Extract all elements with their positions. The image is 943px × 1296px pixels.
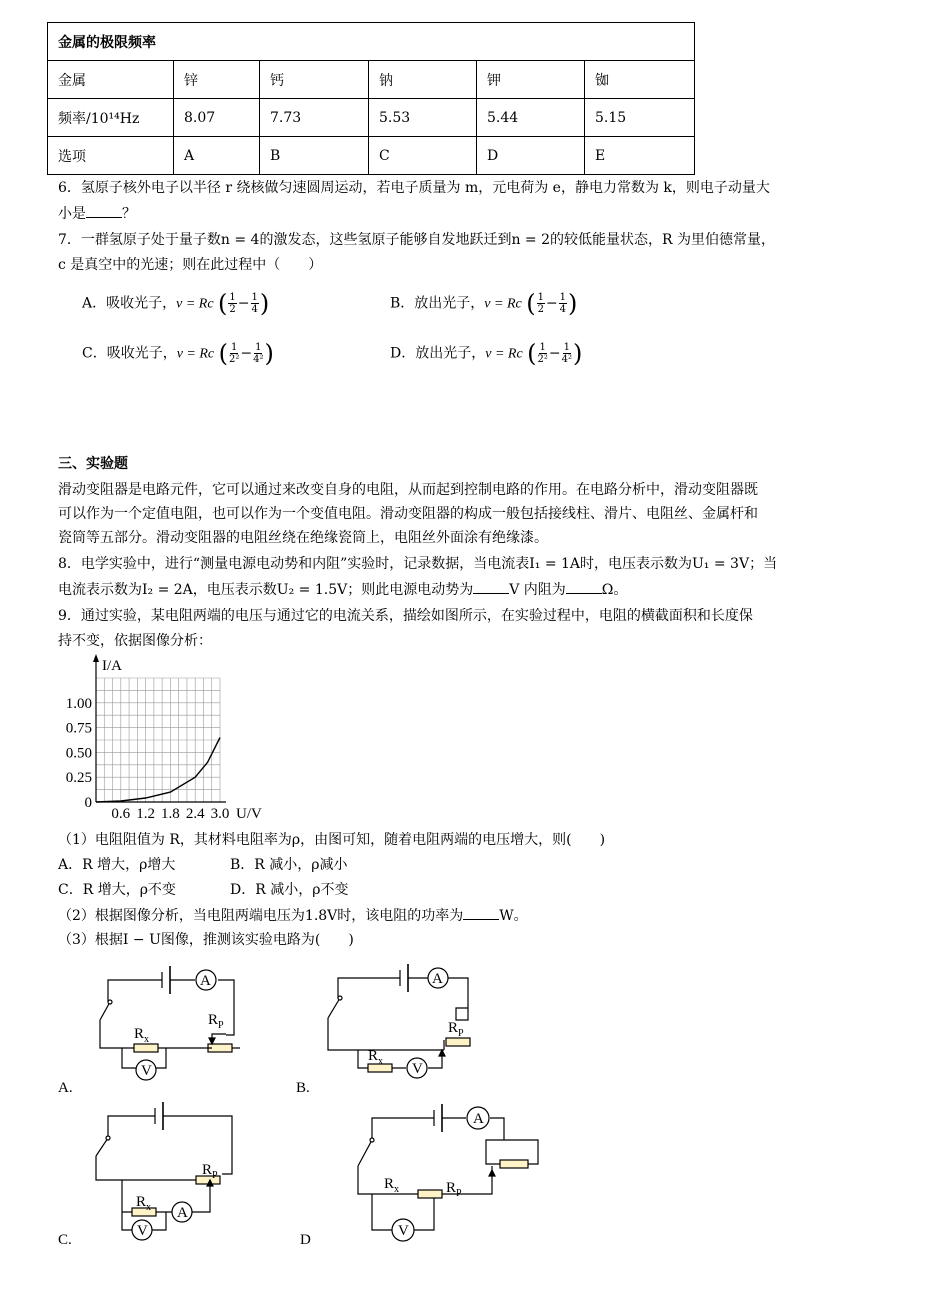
answer-blank[interactable] (463, 905, 499, 920)
table-cell: 铷 (585, 61, 695, 99)
x-axis-label: U/V (236, 806, 262, 822)
option-label: D．放出光子， (390, 345, 486, 362)
denominator: 4 (251, 304, 258, 315)
circuit-label-c: C. (58, 1232, 72, 1248)
fraction (559, 292, 567, 315)
table-cell: D (477, 137, 585, 175)
table-cell: 钙 (260, 61, 369, 99)
answer-blank[interactable] (473, 579, 509, 594)
table-cell: 选项 (48, 137, 174, 175)
denominator: 2² (228, 354, 240, 365)
circuit-diagrams (50, 960, 650, 1260)
q9-sub2 (58, 905, 528, 926)
fraction (251, 292, 259, 315)
y-tick-label: 0.75 (65, 720, 92, 737)
q7-option-a[interactable]: A．吸收光子，ν = Rc ( $\frac{1}{2}$ − $\frac{1}{4}$ ) (82, 289, 270, 318)
paren-open: ( (526, 289, 536, 318)
option-label: A．吸收光子， (82, 295, 177, 312)
numerator: 1 (559, 292, 567, 303)
option-label: B．放出光子， (390, 295, 485, 312)
y-tick-label: 0.25 (65, 770, 92, 787)
q9-sub1-option-a[interactable]: A．R 增大，ρ增大 (58, 857, 176, 873)
fraction (228, 292, 236, 315)
rx-label: $R_x$ (384, 1176, 400, 1195)
answer-blank[interactable] (566, 579, 602, 594)
question-6-line2 (58, 203, 136, 224)
fraction (538, 342, 548, 365)
q7-option-c[interactable]: C．吸收光子，ν = Rc ( $\frac{1}{\text{2²}}$ − $\frac{1}{\text{4²}}$ ) (82, 339, 274, 368)
x-tick-label: 1.2 (136, 806, 155, 822)
q8-text: Ω。 (601, 582, 628, 598)
section-heading: 三、实验题 (58, 456, 128, 472)
table-cell: C (369, 137, 477, 175)
option-label: C．吸收光子， (82, 345, 177, 362)
rx-label: $R_x$ (136, 1194, 152, 1213)
question-9-line2: 持不变，依据图像分析： (58, 633, 212, 649)
q7-option-b[interactable]: B．放出光子，ν = Rc ( $\frac{1}{2}$ − $\frac{1}{4}$ ) (390, 289, 578, 318)
rx-label: $R_x$ (368, 1048, 384, 1067)
q8-text: V 内阻为 (509, 582, 566, 598)
paren-close: ) (264, 339, 274, 368)
intro-line: 瓷筒等五部分。滑动变阻器的电阻丝绕在绝缘瓷筒上，电阻丝外面涂有绝缘漆。 (58, 530, 548, 546)
paren-close: ) (568, 289, 578, 318)
numerator: 1 (251, 292, 258, 303)
q6-text: ？ (122, 206, 136, 222)
series-line (96, 738, 220, 803)
table-cell: 锌 (174, 61, 260, 99)
x-tick-label: 1.8 (161, 806, 180, 822)
table-cell: 钾 (477, 61, 585, 99)
intro-line: 滑动变阻器是电路元件，它可以通过来改变自身的电阻，从而起到控制电路的作用。在电路分析中，滑动变阻器既 (58, 482, 758, 498)
circuit-d (358, 1104, 538, 1241)
rp-label: $R_P$ (446, 1180, 462, 1199)
table-cell: 5.15 (585, 99, 695, 137)
table-cell: 钠 (369, 61, 477, 99)
intro-line: 可以作为一个定值电阻，也可以作为一个变值电阻。滑动变阻器的构成一般包括接线柱、滑片、电阻丝、金属杆和 (58, 506, 758, 522)
formula: ν = Rc (484, 296, 522, 312)
numerator: 1 (230, 342, 238, 353)
question-9-line1: 9．通过实验，某电阻两端的电压与通过它的电流关系，描绘如图所示，在实验过程中，电阻的横截面积和长度保 (58, 608, 753, 624)
q7-option-d[interactable]: D．放出光子，ν = Rc ( $\frac{1}{\text{2²}}$ − $\frac{1}{\text{4²}}$ ) (390, 339, 583, 368)
voltmeter-label: V (412, 1061, 423, 1077)
q8-text: 电流表示数为I₂ = 2A，电压表示数U₂ = 1.5V；则此电源电动势为 (58, 582, 474, 598)
rp-label: $R_P$ (208, 1012, 224, 1031)
answer-blank[interactable] (86, 203, 122, 218)
numerator: 1 (255, 342, 262, 353)
rx-label: $R_x$ (134, 1026, 150, 1045)
voltmeter-label: V (137, 1223, 148, 1239)
ammeter-label: A (473, 1111, 484, 1127)
q9-sub3: （3）根据I − U图像，推测该实验电路为( ) (58, 932, 354, 948)
chart-grid (96, 678, 220, 802)
ammeter-label: A (432, 971, 443, 987)
table-cell: A (174, 137, 260, 175)
q6-text: 小是 (58, 206, 86, 222)
paren-close: ) (259, 289, 270, 318)
denominator: 4² (253, 354, 264, 365)
table-cell: 5.53 (369, 99, 477, 137)
metal-threshold-frequency-table (47, 22, 695, 175)
table-cell: B (260, 137, 369, 175)
question-7-line1: 7．一群氢原子处于量子数n = 4的激发态，这些氢原子能够自发地跃迁到n = 2的较低能量状态，R 为里伯德常量， (58, 232, 776, 248)
ammeter-label: A (200, 973, 211, 989)
paren-open: ( (527, 339, 537, 368)
fraction (537, 292, 545, 315)
denominator: 4 (559, 304, 567, 315)
paren-close: ) (572, 339, 583, 368)
question-8-line2 (58, 579, 627, 600)
denominator: 2 (229, 304, 236, 315)
fraction (562, 342, 572, 365)
rp-label: $R_P$ (448, 1020, 464, 1039)
q9-sub1-option-c[interactable]: C．R 增大，ρ不变 (58, 882, 176, 898)
numerator: 1 (537, 292, 544, 303)
x-tick-label: 2.4 (185, 806, 205, 822)
table-row (48, 99, 695, 137)
formula: ν = Rc (176, 346, 215, 362)
ammeter-label: A (177, 1205, 188, 1221)
y-axis-label: I/A (102, 658, 122, 674)
q9-sub1: （1）电阻阻值为 R，其材料电阻率为ρ，由图可知，随着电阻两端的电压增大，则( ) (58, 832, 606, 848)
voltmeter-label: V (398, 1223, 409, 1239)
table-cell: 8.07 (174, 99, 260, 137)
table-row (48, 137, 695, 175)
q9-sub1-option-b[interactable]: B．R 减小，ρ减小 (230, 857, 348, 873)
voltmeter-label: V (141, 1063, 152, 1079)
circuit-label-d: D (300, 1232, 311, 1248)
i-u-chart (50, 652, 280, 824)
paren-open: ( (218, 339, 228, 368)
table-title: 金属的极限频率 (48, 23, 695, 61)
q9-text: （2）根据图像分析，当电阻两端电压为1.8V时，该电阻的功率为 (58, 908, 464, 924)
fraction (229, 342, 239, 365)
denominator: 2 (537, 304, 544, 315)
question-7-line2: c 是真空中的光速；则在此过程中（ ） (58, 257, 323, 273)
denominator: 4² (561, 354, 572, 365)
table-cell: 7.73 (260, 99, 369, 137)
x-tick-label: 3.0 (210, 806, 230, 822)
y-axis-arrow (93, 654, 99, 662)
rp-label: $R_P$ (202, 1162, 218, 1181)
table-cell: 5.44 (477, 99, 585, 137)
y-tick-label: 1.00 (65, 695, 92, 712)
x-tick-label: 0.6 (111, 806, 131, 822)
numerator: 1 (563, 342, 570, 353)
y-tick-label: 0 (84, 795, 92, 811)
circuit-label-a: A. (58, 1080, 73, 1096)
paren-open: ( (218, 289, 228, 318)
numerator: 1 (539, 342, 546, 353)
table-cell: 频率/10¹⁴Hz (48, 99, 174, 137)
formula: ν = Rc (485, 346, 523, 362)
table-row (48, 61, 695, 99)
numerator: 1 (229, 292, 236, 303)
fraction (253, 342, 263, 365)
table-cell: 金属 (48, 61, 174, 99)
question-6-line1: 6．氢原子核外电子以半径 r 绕核做匀速圆周运动，若电子质量为 m，元电荷为 e，静电力常数为 k，则电子动量大 (58, 180, 770, 196)
q9-text: W。 (499, 908, 528, 924)
y-tick-label: 0.50 (65, 745, 92, 762)
table-cell: E (585, 137, 695, 175)
question-8-line1: 8．电学实验中，进行“测量电源电动势和内阻”实验时，记录数据，当电流表I₁ = 1A时，电压表示数为U₁ = 3V；当 (58, 556, 778, 572)
circuit-label-b: B. (296, 1080, 310, 1096)
q9-sub1-option-d[interactable]: D．R 减小，ρ不变 (230, 882, 349, 898)
denominator: 2² (537, 354, 548, 365)
formula: ν = Rc (176, 296, 214, 312)
